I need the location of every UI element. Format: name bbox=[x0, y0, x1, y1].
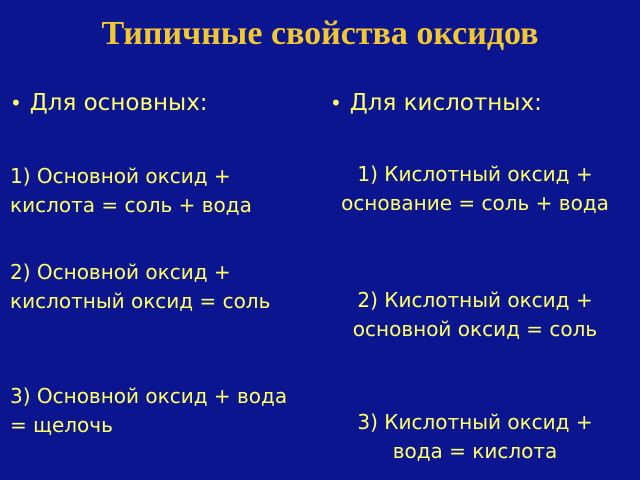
acidic-property-3: 3) Кислотный оксид + вода = кислота bbox=[357, 410, 593, 463]
bullet-icon: • bbox=[10, 91, 22, 115]
basic-property-1: 1) Основной оксид + кислота = соль + вода bbox=[10, 164, 252, 217]
acidic-property-2: 2) Кислотный оксид + основной оксид = соль bbox=[352, 288, 598, 341]
basic-property-3: 3) Основной оксид + вода = щелочь bbox=[10, 384, 288, 437]
acidic-oxides-heading: Для кислотных: bbox=[349, 90, 542, 116]
slide-title: Типичные свойства оксидов bbox=[101, 15, 539, 52]
basic-property-2: 2) Основной оксид + кислотный оксид = соль bbox=[10, 260, 271, 313]
acidic-oxides-heading-row bbox=[330, 88, 620, 118]
basic-oxides-column bbox=[10, 88, 310, 437]
basic-oxides-heading-row bbox=[10, 88, 310, 118]
bullet-icon: • bbox=[330, 91, 342, 115]
basic-oxides-heading: Для основных: bbox=[29, 90, 208, 116]
acidic-property-1: 1) Кислотный оксид + основание = соль + вода bbox=[341, 162, 609, 215]
acidic-oxides-column bbox=[330, 88, 620, 463]
